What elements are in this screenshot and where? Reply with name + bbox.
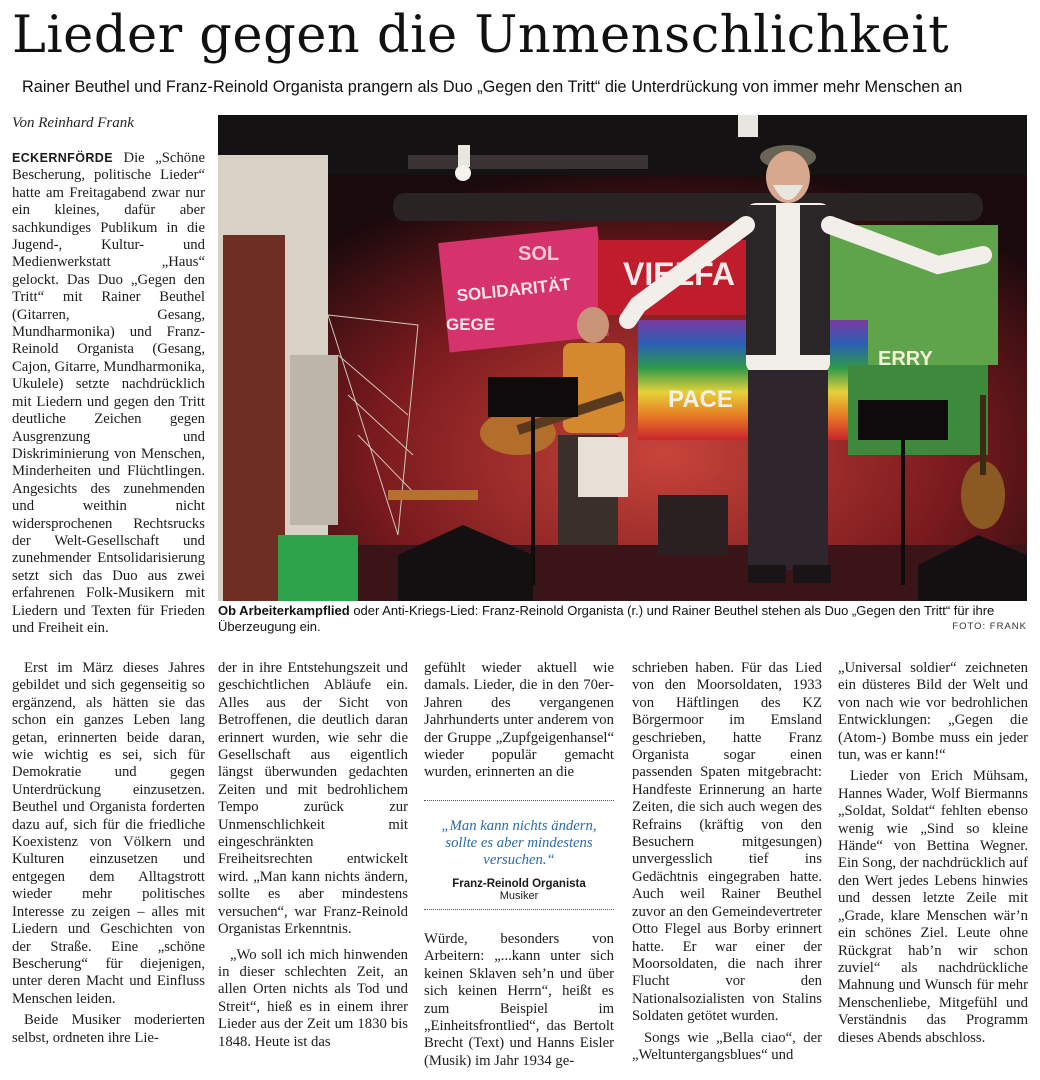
paragraph: Songs wie „Bella ciao“, der „Weltuntergangsblues“ und xyxy=(632,1029,822,1063)
headline: Lieder gegen die Unmenschlichkeit xyxy=(12,6,950,65)
article-column-1-lower xyxy=(12,660,205,1047)
banner-text: PACE xyxy=(668,386,733,413)
banner-text: GEGE xyxy=(446,315,496,334)
caption-text: oder Anti-Kriegs-Lied: Franz-Reinold Organista (r.) und Rainer Beuthel stehen als Duo „Gegen den Tritt“ für ihre Überzeugung ein. xyxy=(218,603,995,634)
pull-quote-author: Franz-Reinold Organista xyxy=(452,878,586,890)
concert-photo xyxy=(218,115,1027,601)
paragraph: der in ihre Entstehungszeit und geschichtlichen Abläufe ein. Alles aus der Sicht von Betroffenen, die deutlich daran erinnert wurden, wie sehr die Gesellschaft aus eigentlich längst überwunden gedachten Zeiten und mit bedrohlichem Tempo zurück zur Unmenschlichkeit mit eingeschränkten Freiheitsrechten entwickelt wird. „Man kann nichts ändern, sollte es aber mindestens versuchen“, war Franz-Reinold Organistas Erkenntnis. xyxy=(218,660,408,938)
photo-caption xyxy=(218,603,1027,635)
article-column-3 xyxy=(424,660,614,782)
subheadline: Rainer Beuthel und Franz-Reinold Organista prangern als Duo „Gegen den Tritt“ die Unterdrückung von immer mehr Menschen an xyxy=(22,78,963,96)
paragraph: Würde, besonders von Arbeitern: „...kann unter sich keinen Sklaven seh’n und über sich keinen Herrn“, heißt es zum Beispiel im „Einheitsfrontlied“, das Bertolt Brecht (Text) und Hanns Eisler (Musik) im Jahr 1934 ge- xyxy=(424,931,614,1069)
photo-credit: FOTO: FRANK xyxy=(952,621,1027,632)
paragraph: „Universal soldier“ zeichneten ein düsteres Bild der Welt und von nach wie vor bedrohlichen Entwicklungen: „Gegen die (Atom-) Bombe muss ein jeder tun, was er kann!“ xyxy=(838,660,1028,764)
pull-quote-role: Musiker xyxy=(499,890,539,902)
paragraph: Beide Musiker moderierten selbst, ordneten ihre Lie- xyxy=(12,1012,205,1046)
article-column-1 xyxy=(12,150,205,637)
banner-text: ERRY xyxy=(878,348,933,370)
stage-illustration xyxy=(218,115,1027,601)
pull-quote xyxy=(424,800,614,910)
banner-text: SOLIDARITÄT xyxy=(455,274,572,306)
paragraph: Erst im März dieses Jahres gebildet und sich gegenseitig so ergänzend, als hätten sie das schon ein ganzes Leben lang getan, erinnerten beide daran, wie wichtig es sei, sich für Demokratie und gegen Unterdrückung einzusetzen. Beuthel und Organista forderten dazu auf, sich für die friedliche Koexistenz von Völkern und Kulturen einzusetzen und entgegen dem Alltagstrott wieder mehr politisches Interesse zu zeigen – alles mit Liedern und Geschichten von der Straße. Eine „schöne Bescherung“ für diejenigen, unter deren Macht und Einfluss Menschen leiden. xyxy=(12,660,205,1007)
byline: Von Reinhard Frank xyxy=(12,115,134,131)
pull-quote-text: „Man kann nichts ändern, sollte es aber mindestens versuchen.“ xyxy=(441,818,597,868)
banner-text: VIELFA xyxy=(623,256,736,292)
paragraph: „Wo soll ich mich hinwenden in dieser schlechten Zeit, an allen Orten nichts als Tod und Streit“, hieß es in einem ihrer Lieder aus der Zeit um 1830 bis 1848. Heute ist das xyxy=(218,946,408,1050)
banner-text: SOL xyxy=(518,243,560,265)
paragraph: Lieder von Erich Mühsam, Hannes Wader, Wolf Biermanns „Soldat, Soldat“ fehlten ebenso wenig wie „Sind so kleine Hände“ von Bettina Wegner. Ein Song, der nachdrücklich auf den Wert jedes Lebens hinwies und dessen letzte Zeile mit „Grade, klare Menschen wär’n ein schönes Ziel. Leute ohne Rückgrat hab’n wir schon zuviel“ als nachdrückliche Mahnung und Wunsch für mehr Menschenliebe, Mitgefühl und Verständnis das Programm dieses Abends abschloss. xyxy=(838,768,1028,1046)
paragraph: Die „Schöne Bescherung, politische Lieder“ hatte am Freitagabend zwar nur ein kleines, dafür aber sachkundiges Publikum in die Jugend-, Kultur- und Medienwerkstatt „Haus“ gelockt. Das Duo „Gegen den Tritt“ mit Rainer Beuthel (Gitarren, Gesang, Mundharmonika) und Franz-Reinold Organista (Gesang, Cajon, Gitarre, Mundharmonika, Ukulele) setzte nachdrücklich mit Liedern und gegen den Tritt deutliche Zeichen gegen Ausgrenzung und Diskriminierung von Menschen, Minderheiten und Flüchtlingen. Angesichts des zunehmenden und weithin nicht widersprochenen Rechtsrucks der Welt-Gesellschaft und zunehmender Entsolidarisierung setzt sich das Duo aus zwei erfahrenen Folk-Musikern mit Liedern und Texten für Frieden und Freiheit ein. xyxy=(12,150,205,636)
paragraph: schrieben haben. Für das Lied von den Moorsoldaten, 1933 von Häftlingen des KZ Börgermoor im Emsland geschrieben, hatte Franz Organista sogar einen passenden Spaten mitgebracht: Handfeste Erinnerung an harte Zeiten, die sich auch wegen des Refrains (kräftig von den Besuchern mitgesungen) unvergesslich tief ins Gedächtnis eingegraben hatte. Auch weil Rainer Beuthel zuvor an den Gemeindevertreter Otto Flegel aus Borby erinnert hatte. Er war einer der Moorsoldaten, die nach ihrer Flucht vor den Nationalsozialisten von Stalins Soldaten getötet wurden. xyxy=(632,660,822,1025)
article-column-4 xyxy=(632,660,822,1064)
dateline: ECKERNFÖRDE xyxy=(12,151,113,165)
paragraph: gefühlt wieder aktuell wie damals. Lieder, die in den 70er-Jahren des vergangenen Jahrhunderts unter anderem von der Gruppe „Zupfgeigenhansel“ wieder populär gemacht wurden, erinnerten an die xyxy=(424,660,614,781)
article-column-5 xyxy=(838,660,1028,1047)
caption-lead: Ob Arbeiterkampflied xyxy=(218,603,350,618)
article-column-3-lower xyxy=(424,931,614,1070)
article-column-2 xyxy=(218,660,408,1051)
